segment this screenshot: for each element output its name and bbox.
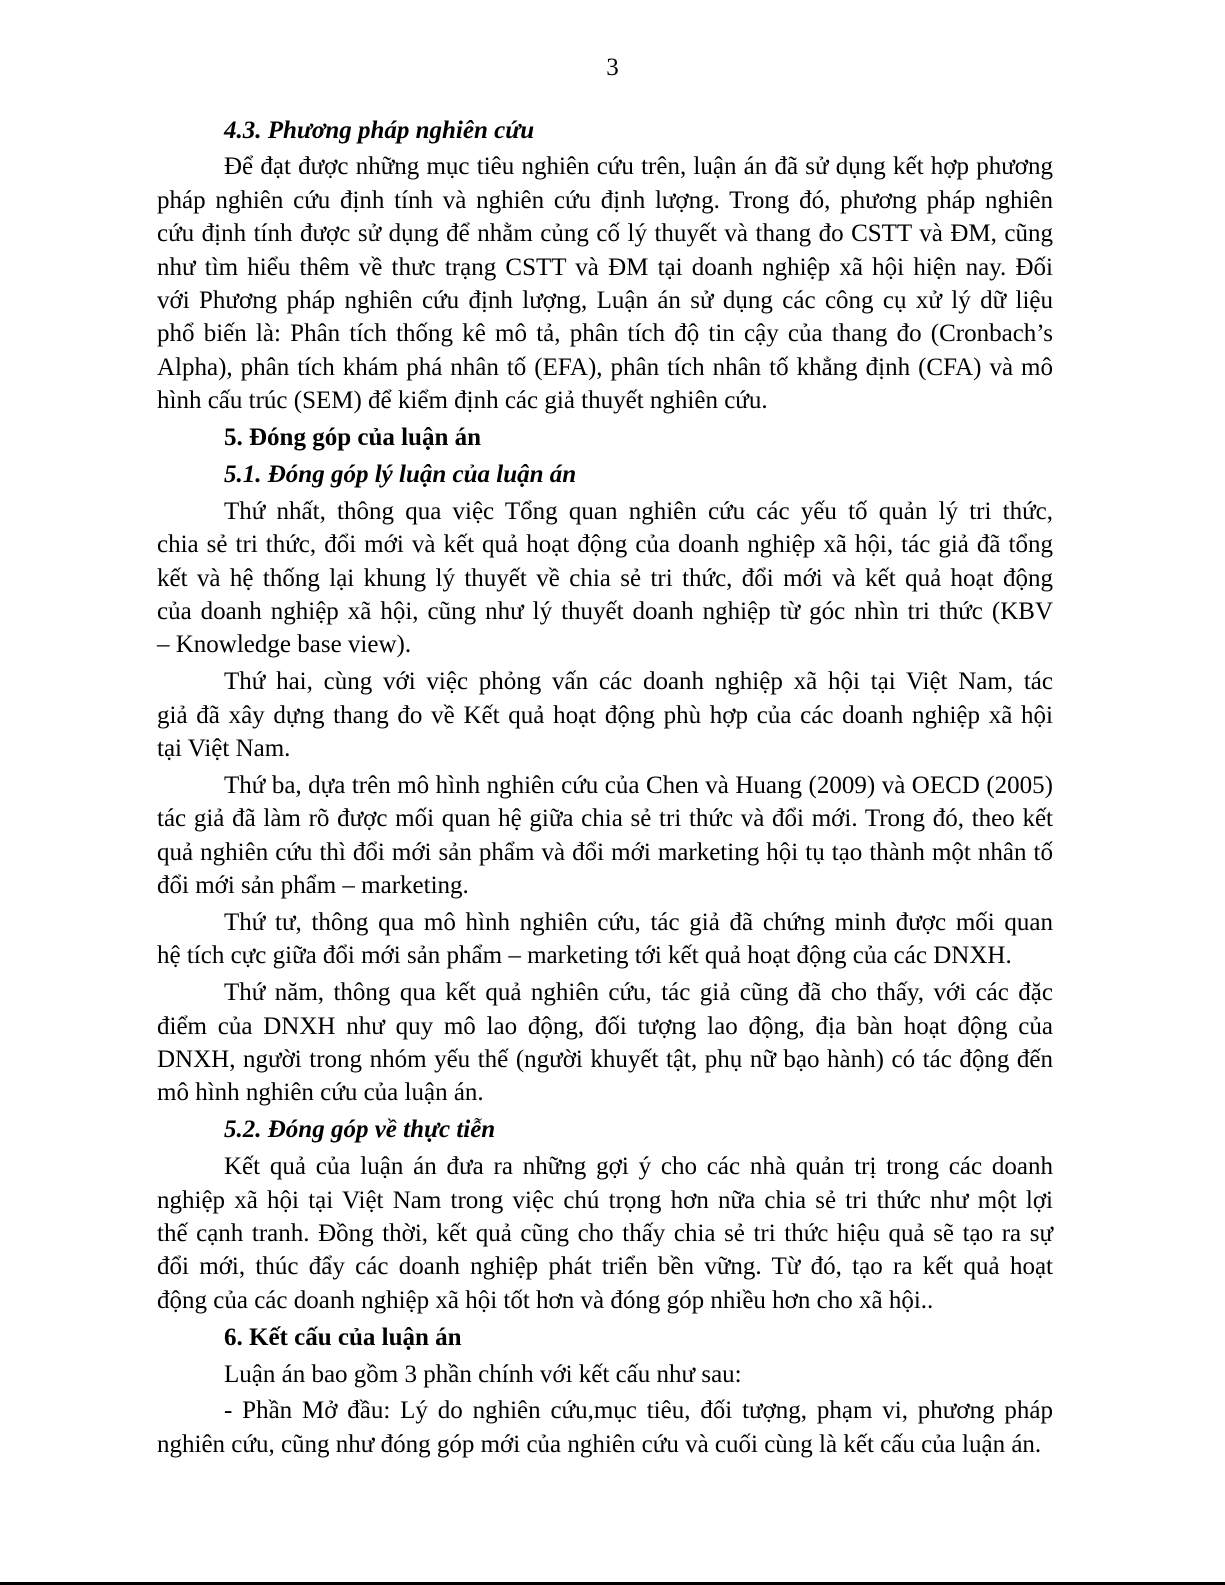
text-line: - Phần Mở đầu: Lý do nghiên cứu,mục tiêu, đối tượng, phạm vi, phương pháp <box>224 1397 1053 1425</box>
text-line: động của các doanh nghiệp xã hội tốt hơn và đóng góp nhiều hơn cho xã hội.. <box>157 1286 934 1314</box>
text-line: quả nghiên cứu thì đổi mới sản phẩm và đổi mới marketing hội tụ tạo thành một nhân tố <box>157 838 1053 866</box>
text-line: hệ tích cực giữa đổi mới sản phẩm – marketing tới kết quả hoạt động của các DNXH. <box>157 942 1012 970</box>
text-line: phổ biến là: Phân tích thống kê mô tả, phân tích độ tin cậy của thang đo (Cronbach’s <box>157 320 1053 348</box>
text-line: như tìm hiểu thêm về thưc trạng CSTT và ĐM tại doanh nghiệp xã hội hiện nay. Đối <box>157 253 1053 281</box>
paragraph <box>157 1150 1053 1317</box>
text-line: đổi mới sản phẩm – marketing. <box>157 872 469 900</box>
text-line: thế cạnh tranh. Đồng thời, kết quả cũng cho thấy chia sẻ tri thức hiệu quả sẽ tạo ra sự <box>157 1220 1053 1247</box>
text-line: mô hình nghiên cứu của luận án. <box>157 1079 484 1107</box>
paragraph <box>157 976 1053 1110</box>
text-line: nghiệp xã hội tại Việt Nam trong việc chú trọng hơn nữa chia sẻ tri thức như một lợi <box>157 1186 1053 1214</box>
text-line: Luận án bao gồm 3 phần chính với kết cấu như sau: <box>224 1360 742 1388</box>
section-heading: 5. Đóng góp của luận án <box>224 424 482 452</box>
paragraph <box>157 665 1053 765</box>
text-line: tác giả đã làm rõ được mối quan hệ giữa chia sẻ tri thức và đổi mới. Trong đó, theo kết <box>157 805 1053 833</box>
text-line: – Knowledge base view). <box>157 631 412 659</box>
text-line: với Phương pháp nghiên cứu định lượng, Luận án sử dụng các công cụ xử lý dữ liệu <box>157 286 1053 314</box>
text-line: Thứ hai, cùng với việc phỏng vấn các doanh nghiệp xã hội tại Việt Nam, tác <box>224 668 1053 696</box>
text-line: Thứ ba, dựa trên mô hình nghiên cứu của Chen và Huang (2009) và OECD (2005) <box>224 771 1053 799</box>
text-line: Thứ tư, thông qua mô hình nghiên cứu, tác giả đã chứng minh được mối quan <box>224 908 1053 936</box>
text-line: Thứ nhất, thông qua việc Tổng quan nghiên cứu các yếu tố quản lý tri thức, <box>224 497 1053 525</box>
text-line: điểm của DNXH như quy mô lao động, đối tượng lao động, địa bàn hoạt động của <box>157 1012 1053 1040</box>
text-line: của doanh nghiệp xã hội, cũng như lý thuyết doanh nghiệp từ góc nhìn tri thức (KBV <box>157 597 1053 625</box>
paragraph <box>157 150 1053 417</box>
text-line: Alpha), phân tích khám phá nhân tố (EFA), phân tích nhân tố khẳng định (CFA) và mô <box>157 353 1053 381</box>
text-line: tại Việt Nam. <box>157 735 291 763</box>
text-line: kết và hệ thống lại khung lý thuyết về chia sẻ tri thức, đổi mới và kết quả hoạt động <box>157 564 1053 592</box>
section-heading: 4.3. Phương pháp nghiên cứu <box>224 116 535 144</box>
text-line: giả đã xây dựng thang đo về Kết quả hoạt động phù hợp của các doanh nghiệp xã hội <box>157 701 1053 729</box>
text-line: Để đạt được những mục tiêu nghiên cứu trên, luận án đã sử dụng kết hợp phương <box>224 153 1053 181</box>
paragraph <box>157 1358 1053 1391</box>
text-line: DNXH, người trong nhóm yếu thế (người khuyết tật, phụ nữ bạo hành) có tác động đến <box>157 1046 1053 1074</box>
paragraph <box>157 769 1053 903</box>
text-line: pháp nghiên cứu định tính và nghiên cứu định lượng. Trong đó, phương pháp nghiên <box>157 186 1053 214</box>
text-line: nghiên cứu, cũng như đóng góp mới của nghiên cứu và cuối cùng là kết cấu của luận án. <box>157 1430 1042 1458</box>
section-heading: 5.2. Đóng góp về thực tiễn <box>224 1116 496 1144</box>
paragraph <box>157 906 1053 973</box>
text-line: Kết quả của luận án đưa ra những gợi ý cho các nhà quản trị trong các doanh <box>224 1153 1053 1181</box>
text-line: chia sẻ tri thức, đổi mới và kết quả hoạt động của doanh nghiệp xã hội, tác giả đã tổng <box>157 531 1053 559</box>
document-body <box>157 110 1053 1461</box>
text-line: cứu định tính được sử dụng để nhằm củng cố lý thuyết và thang đo CSTT và ĐM, cũng <box>157 220 1053 248</box>
text-line: Thứ năm, thông qua kết quả nghiên cứu, tác giả cũng đã cho thấy, với các đặc <box>224 979 1053 1007</box>
text-line: đổi mới, thúc đẩy các doanh nghiệp phát triển bền vững. Từ đó, tạo ra kết quả hoạt <box>157 1253 1053 1281</box>
section-heading: 6. Kết cấu của luận án <box>224 1323 462 1351</box>
paragraph <box>157 1394 1053 1461</box>
page-number: 3 <box>606 54 619 81</box>
text-line: hình cấu trúc (SEM) để kiểm định các giả thuyết nghiên cứu. <box>157 387 768 415</box>
paragraph <box>157 495 1053 662</box>
section-heading: 5.1. Đóng góp lý luận của luận án <box>224 460 577 488</box>
